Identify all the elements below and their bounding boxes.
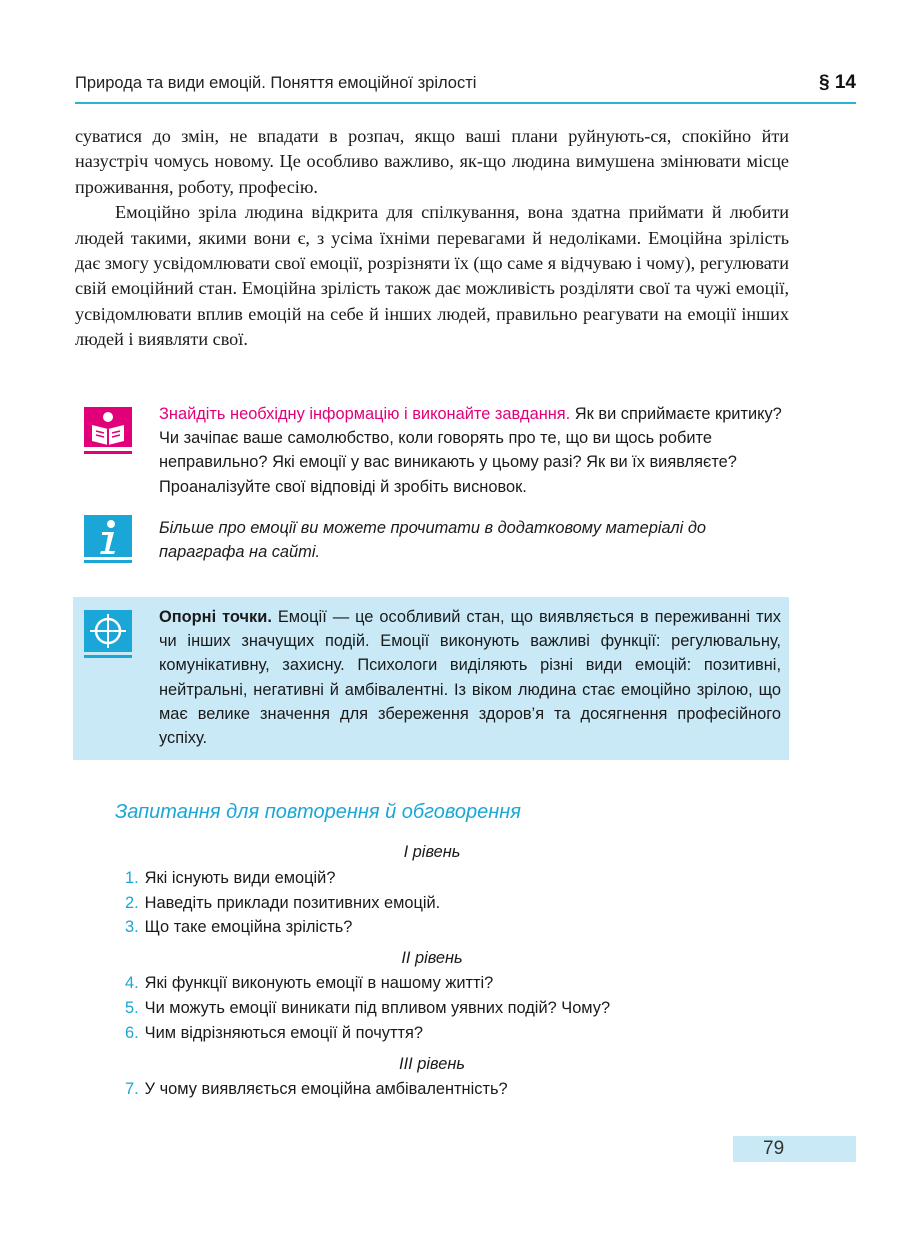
level-3-label: ІІІ рівень [399,1055,465,1073]
question-text: Наведіть приклади позитивних емоцій. [144,894,441,912]
question-text: Що таке емоційна зрілість? [144,918,353,936]
running-header [75,72,856,104]
question-3 [125,918,352,937]
page-number: 79 [763,1138,785,1159]
question-text: Які функції виконують емоції в нашому житті? [144,974,494,992]
info-icon [84,515,132,563]
question-number: 6. [125,1024,139,1042]
key-points-label: Опорні точки. [159,608,272,626]
key-points-text [159,605,781,750]
task-text: Як ви сприймаєте критику? Чи зачіпає ваше самолюбство, коли говорять про те, що ви щось робите неправильно? Які емоції у вас виникають у цьому разі? Як ви їх виявляєте? Проаналізуйте свої відповіді й зробіть висновок. [159,405,782,496]
question-number: 4. [125,974,139,992]
section-number: § 14 [819,72,856,93]
level-2-label: ІІ рівень [401,949,463,967]
question-text: Які існують види емоцій? [144,869,336,887]
key-points-body: Емоції — це особливий стан, що виявляється в переживанні тих чи інших значущих подій. Емоції виконують важливі функції: регулювальну, комунікативну, захисну. Психологи виділяють різні види емоцій: позитивні, нейтральні, негативні й амбівалентні. Із віком людина стає емоційно зрілою, що має велике значення для збереження здоров’я та досягнення професійного успіху. [159,608,781,748]
info-text: Більше про емоції ви можете прочитати в додатковому матеріалі до параграфа на сайті. [159,519,707,562]
question-5 [125,999,610,1018]
question-text: Чи можуть емоції виникати під впливом уявних подій? Чому? [144,999,611,1017]
question-number: 3. [125,918,139,936]
question-text: У чому виявляється емоційна амбівалентність? [144,1080,508,1098]
reading-book-icon [84,407,132,455]
main-text [75,124,789,353]
question-1 [125,869,335,888]
question-number: 1. [125,869,139,887]
question-7 [125,1080,508,1099]
level-1-label: І рівень [403,843,461,861]
page-number-box [733,1136,856,1162]
question-4 [125,974,493,993]
question-number: 5. [125,999,139,1017]
question-text: Чим відрізняються емоції й почуття? [144,1024,424,1042]
task-block [159,402,791,499]
target-crosshair-icon [84,610,132,658]
question-number: 2. [125,894,139,912]
question-6 [125,1024,423,1043]
paragraph-1: суватися до змін, не впадати в розпач, якщо ваші плани руйнують-ся, спокійно йти назустріч чомусь новому. Це особливо важливо, як-що людина вимушена змінювати місце проживання, роботу, професію. [75,126,789,197]
question-number: 7. [125,1080,139,1098]
question-2 [125,894,440,913]
header-title: Природа та види емоцій. Поняття емоційної зрілості [75,74,477,92]
questions-title: Запитання для повторення й обговорення [115,801,521,823]
task-lead: Знайдіть необхідну інформацію і виконайте завдання. [159,405,571,423]
paragraph-2: Емоційно зріла людина відкрита для спілкування, вона здатна приймати й любити людей такими, якими вони є, з усіма їхніми перевагами й недоліками. Емоційна зрілість дає змогу усвідомлювати свої емоції, розрізняти їх (що саме я відчуваю і чому), регулювати свій емоційний стан. Емоційна зрілість також дає можливість розділяти свої та чужі емоції, усвідомлювати вплив емоцій на себе й інших людей, правильно реагувати на емоції інших людей і виявляти свої. [75,202,789,350]
